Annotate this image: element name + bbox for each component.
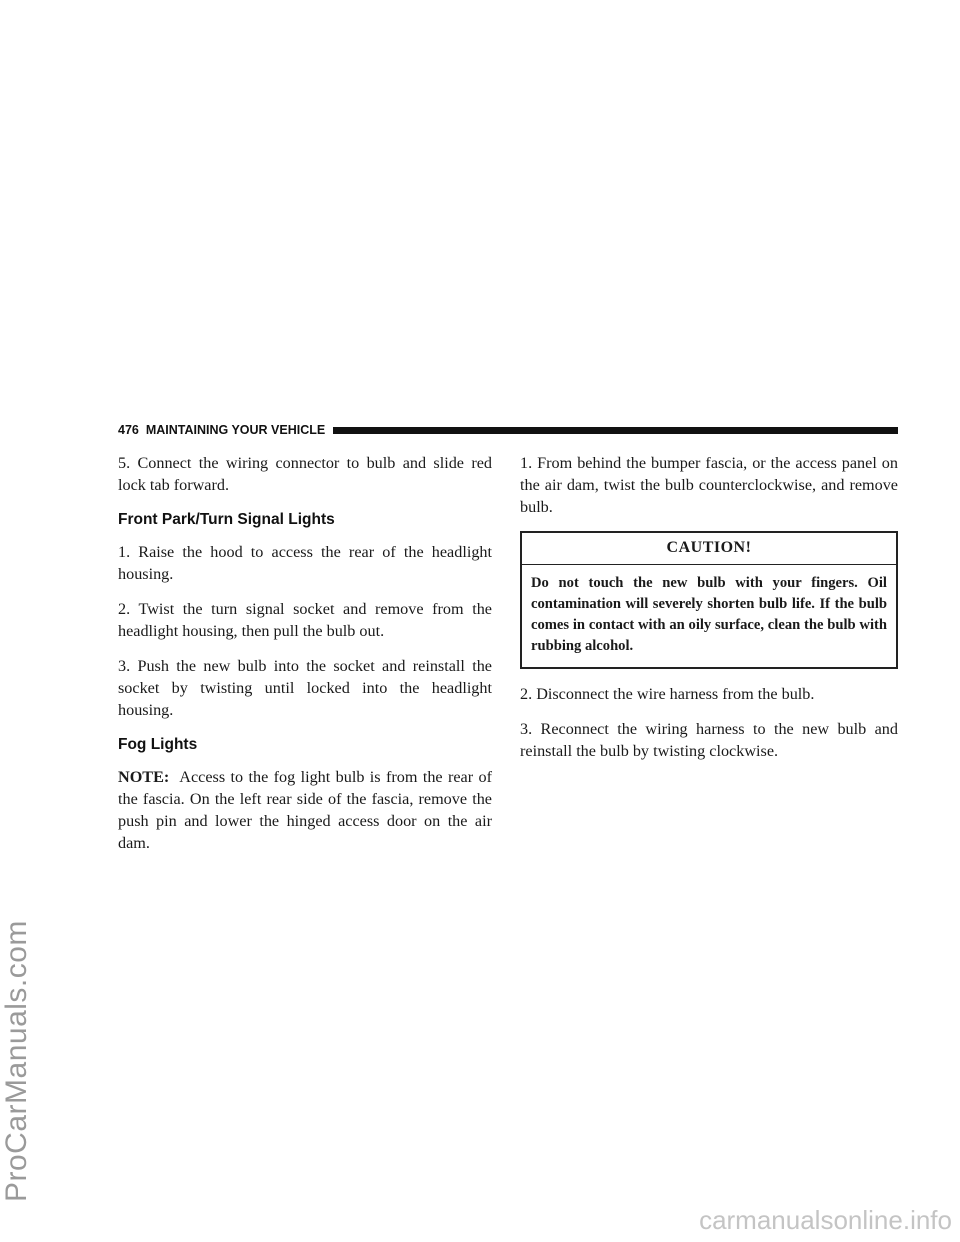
step: 3. Push the new bulb into the socket and reinstall the socket by twisting until locked into the headlight housing. <box>118 657 492 719</box>
step: 3. Reconnect the wiring harness to the new bulb and reinstall the bulb by twisting clockwise. <box>520 720 898 760</box>
caution-text: Do not touch the new bulb with your fingers. Oil contamination will severely shorten bulb life. If the bulb comes in contact with an oily surface, clean the bulb with rubbing alcohol. <box>531 575 887 654</box>
side-watermark: ProCarManuals.com <box>0 920 33 1202</box>
heading-front-park-turn: Front Park/Turn Signal Lights <box>118 511 335 528</box>
step: 1. From behind the bumper fascia, or the access panel on the air dam, twist the bulb counterclockwise, and remove bulb. <box>520 454 898 516</box>
page-header-text <box>118 423 333 437</box>
section-title: MAINTAINING YOUR VEHICLE <box>145 423 326 437</box>
page-header <box>118 421 898 439</box>
right-column <box>520 452 898 775</box>
caution-box <box>520 531 898 669</box>
note-label: NOTE: <box>118 768 170 786</box>
bottom-watermark: carmanualsonline.info <box>699 1205 952 1235</box>
caution-title: CAUTION! <box>522 533 896 565</box>
step: 1. Raise the hood to access the rear of the headlight housing. <box>118 543 492 583</box>
step: 2. Disconnect the wire harness from the bulb. <box>520 685 815 703</box>
note-paragraph <box>118 766 492 854</box>
left-column <box>118 452 492 867</box>
note-text: Access to the fog light bulb is from the rear of the fascia. On the left rear side of the fascia, remove the push pin and lower the hinged access door on the air dam. <box>118 768 492 852</box>
paragraph: 5. Connect the wiring connector to bulb and slide red lock tab forward. <box>118 454 492 494</box>
heading-fog-lights: Fog Lights <box>118 736 198 753</box>
page-number: 476 <box>118 423 139 437</box>
step: 2. Twist the turn signal socket and remove from the headlight housing, then pull the bulb out. <box>118 600 492 640</box>
header-rule <box>333 427 898 434</box>
